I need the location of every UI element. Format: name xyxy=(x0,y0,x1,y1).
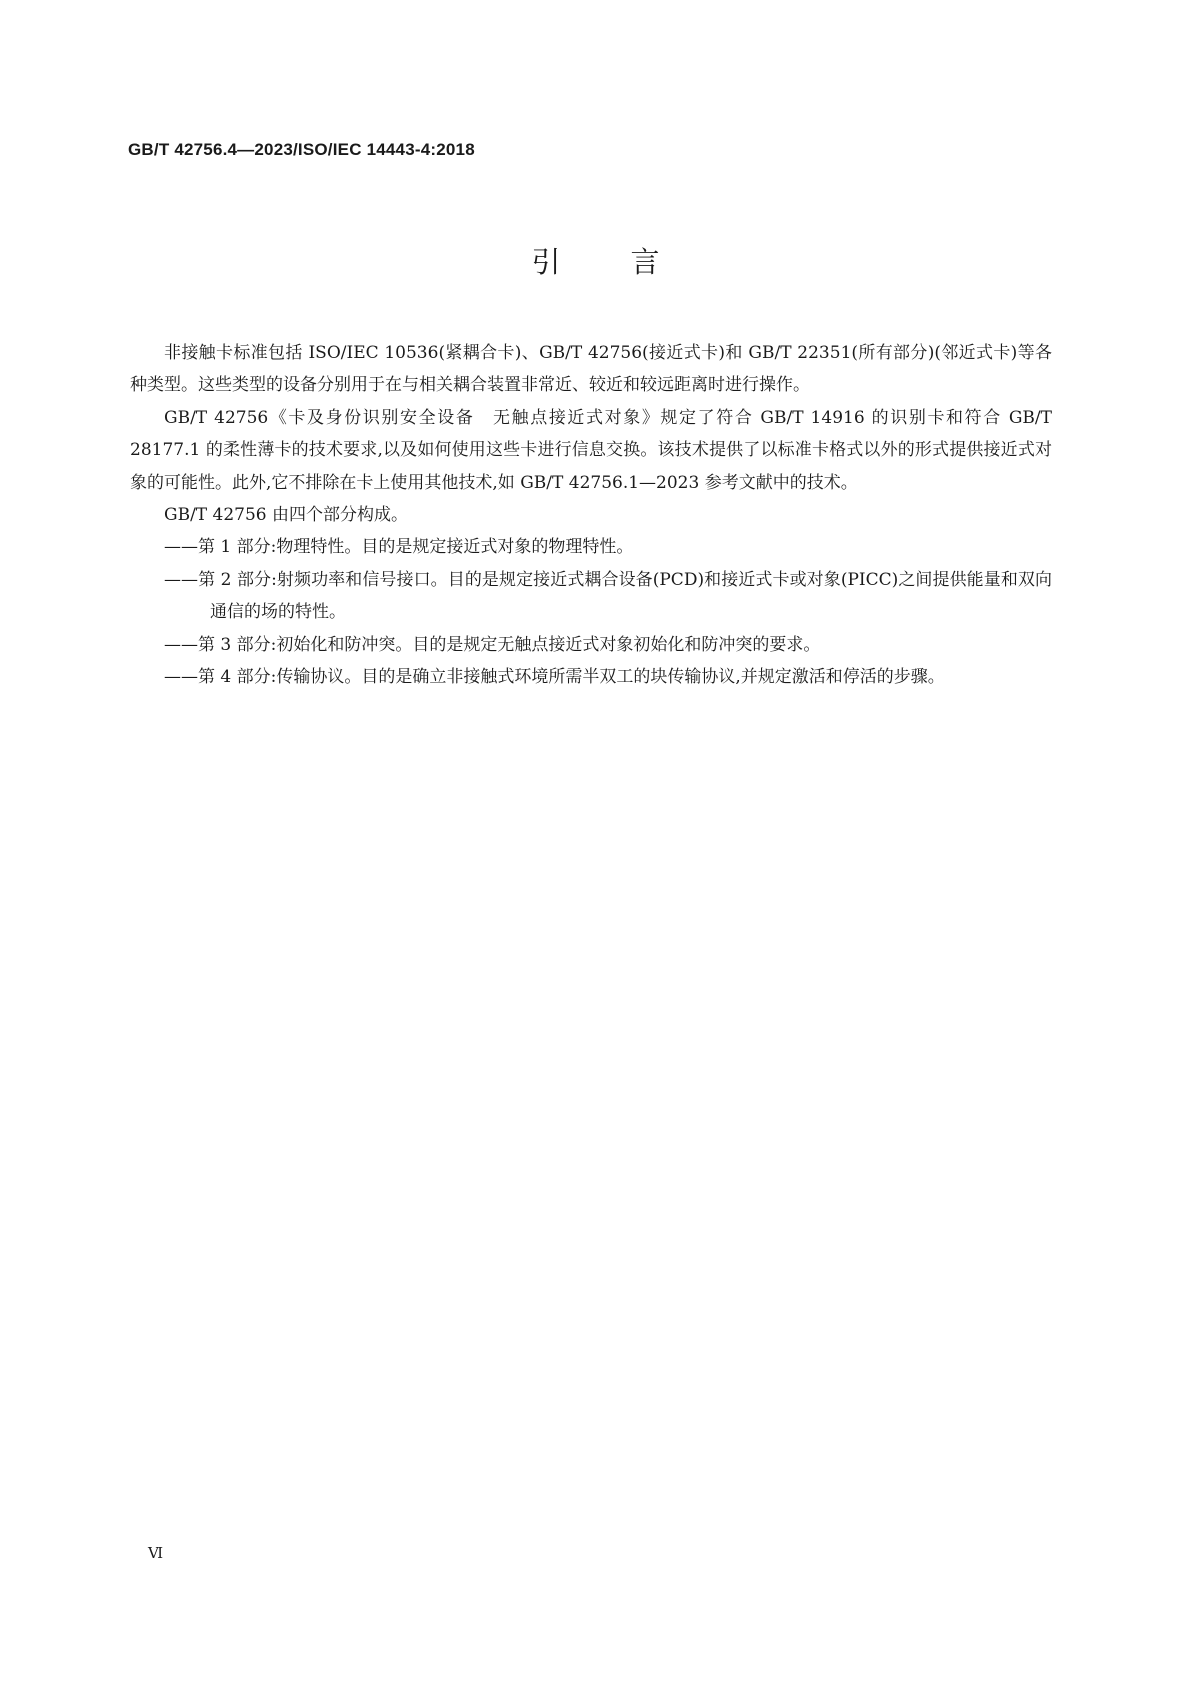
list-item-part-1: ——第 1 部分:物理特性。目的是规定接近式对象的物理特性。 xyxy=(164,537,634,558)
list-item-part-3: ——第 3 部分:初始化和防冲突。目的是规定无触点接近式对象初始化和防冲突的要求。 xyxy=(164,634,821,655)
paragraph-3: GB/T 42756 由四个部分构成。 xyxy=(164,505,409,526)
list-item-part-4: ——第 4 部分:传输协议。目的是确立非接触式环境所需半双工的块传输协议,并规定激活和停活的步骤。 xyxy=(164,667,945,688)
paragraph-1: 非接触卡标准包括 ISO/IEC 10536(紧耦合卡)、GB/T 42756(接近式卡)和 GB/T 22351(所有部分)(邻近式卡)等各种类型。这些类型的设备分别用于在与相关耦合装置非常近、较近和较远距离时进行操作。 xyxy=(130,343,1052,396)
page-title: 引言 xyxy=(531,245,730,279)
body-content xyxy=(130,337,1052,693)
list-item-part-2: ——第 2 部分:射频功率和信号接口。目的是规定接近式耦合设备(PCD)和接近式卡或对象(PICC)之间提供能量和双向通信的场的特性。 xyxy=(164,569,1052,623)
document-code: GB/T 42756.4—2023/ISO/IEC 14443-4:2018 xyxy=(128,140,475,159)
paragraph-2: GB/T 42756《卡及身份识别安全设备 无触点接近式对象》规定了符合 GB/T 14916 的识别卡和符合 GB/T 28177.1 的柔性薄卡的技术要求,以及如何使用这些卡进行信息交换。该技术提供了以标准卡格式以外的形式提供接近式对象的可能性。此外,它不排除在卡上使用其他技术,如 GB/T 42756.1—2023 参考文献中的技术。 xyxy=(130,407,1052,493)
page-number: Ⅵ xyxy=(148,1544,164,1562)
